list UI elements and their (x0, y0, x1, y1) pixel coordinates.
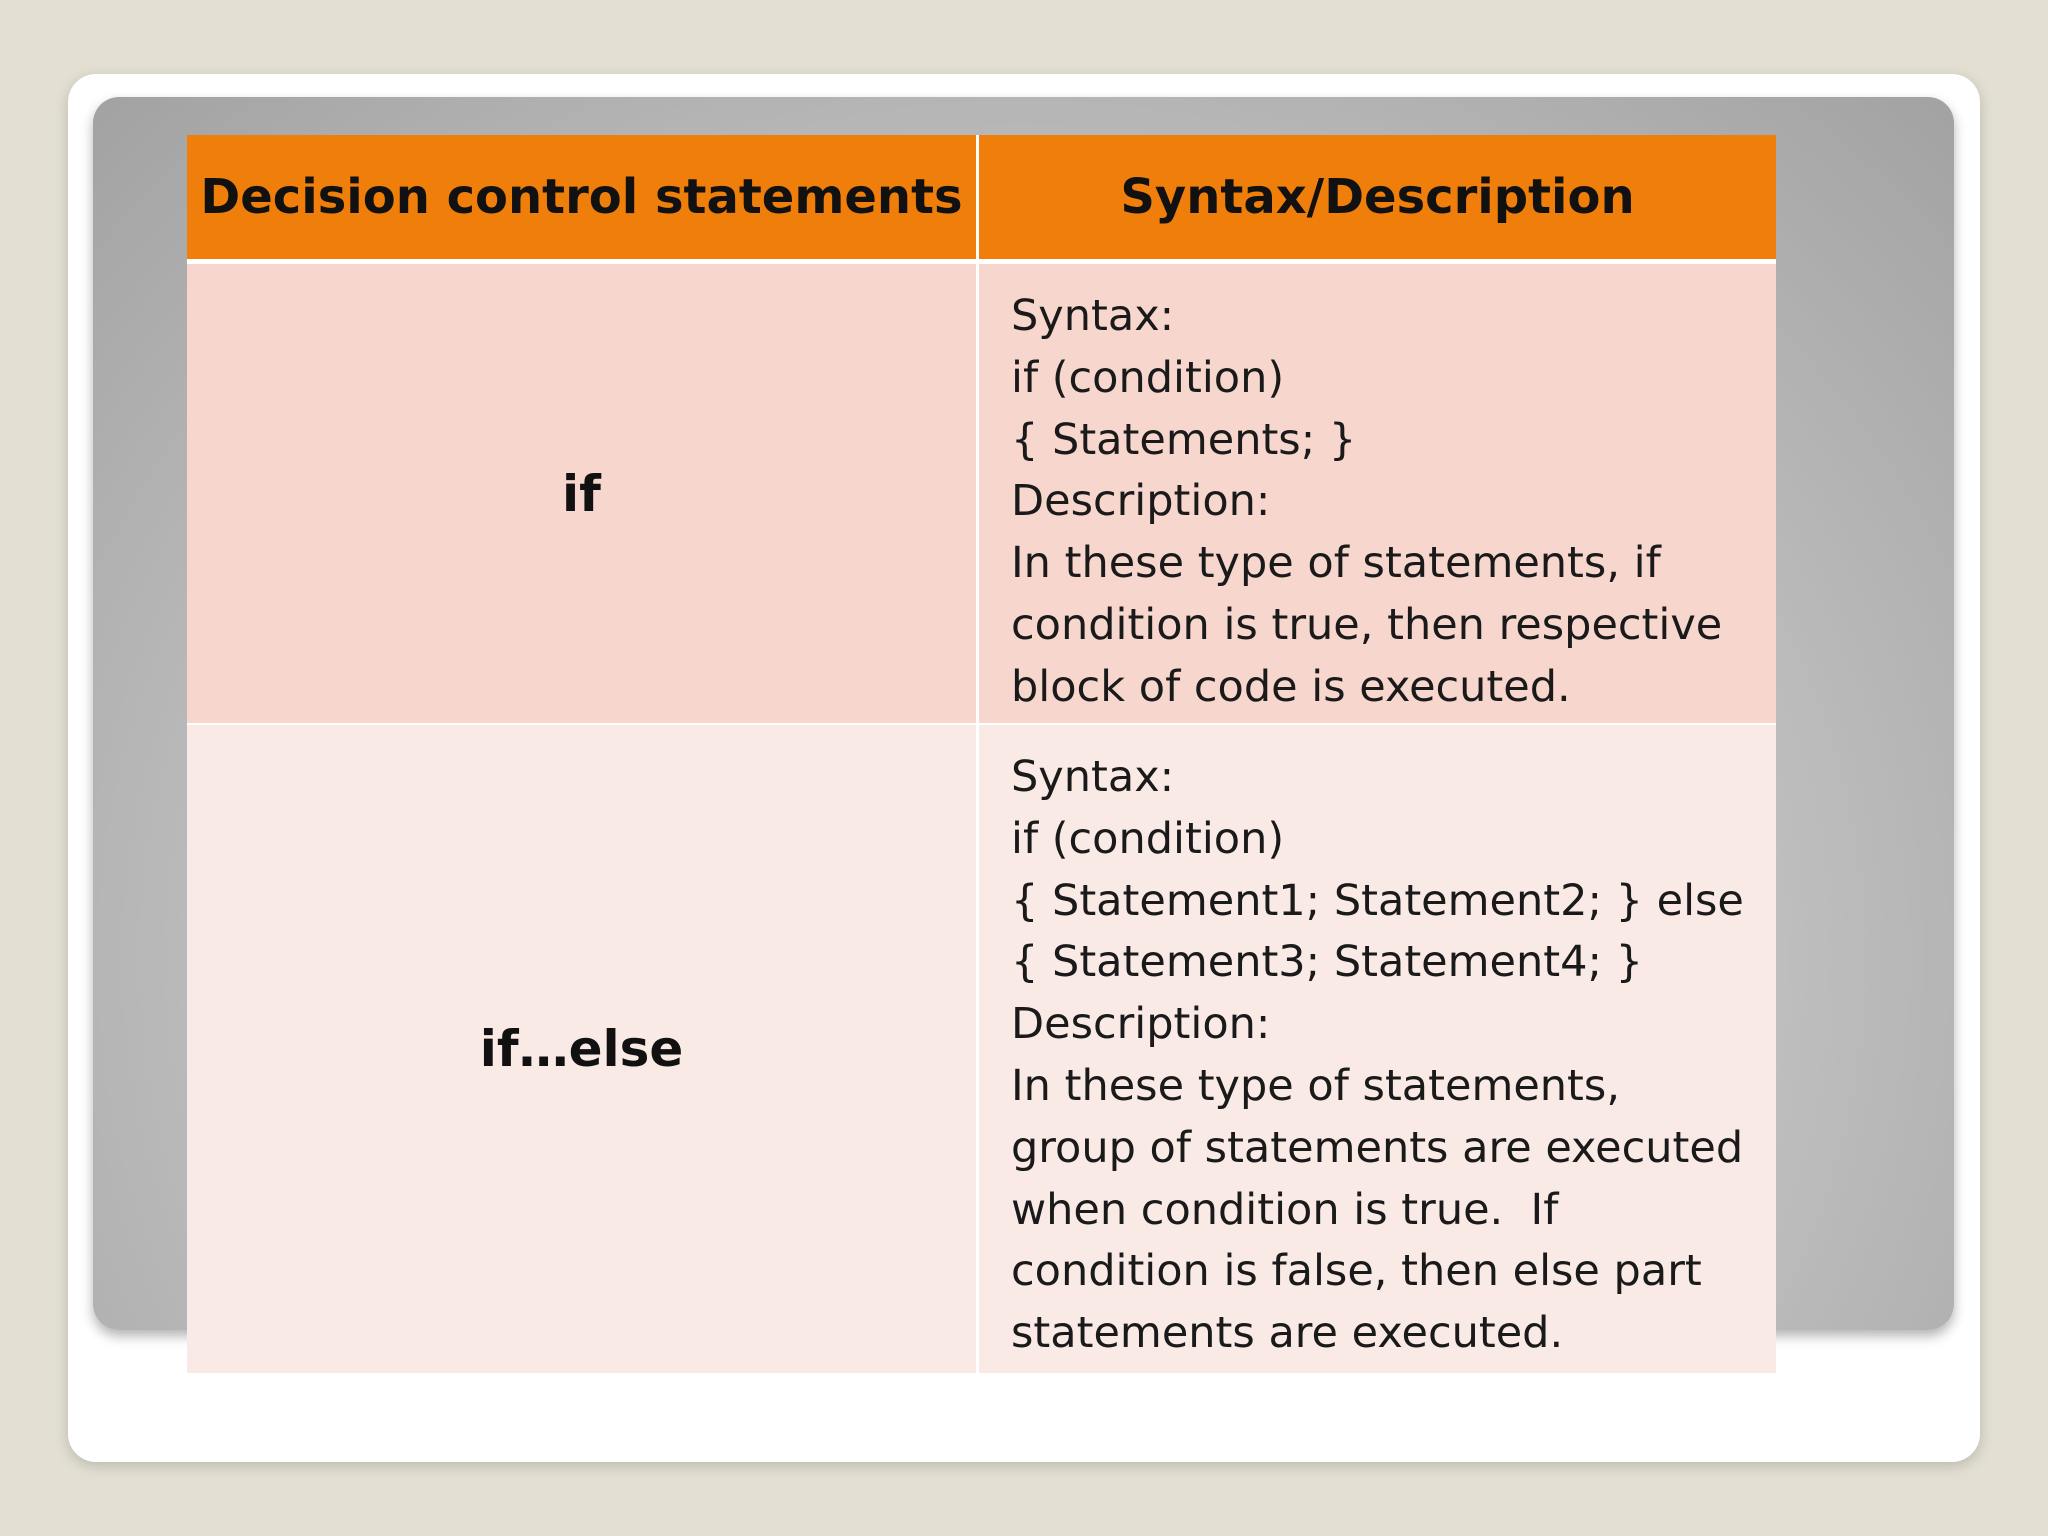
statement-if-else: if…else (187, 725, 979, 1373)
description-if: Syntax: if (condition) { Statements; } Description: In these type of statements, if condition is true, then respective block of code is executed. (979, 264, 1776, 725)
header-syntax-description: Syntax/Description (979, 135, 1776, 264)
decision-control-table (187, 135, 1776, 1373)
header-decision-control-statements: Decision control statements (187, 135, 979, 264)
description-if-else: Syntax: if (condition) { Statement1; Statement2; } else { Statement3; Statement4; } Description: In these type of statements, group of statements are executed when condition is true. If condition is false, then else part statements are executed. (979, 725, 1776, 1373)
statement-if: if (187, 264, 979, 725)
